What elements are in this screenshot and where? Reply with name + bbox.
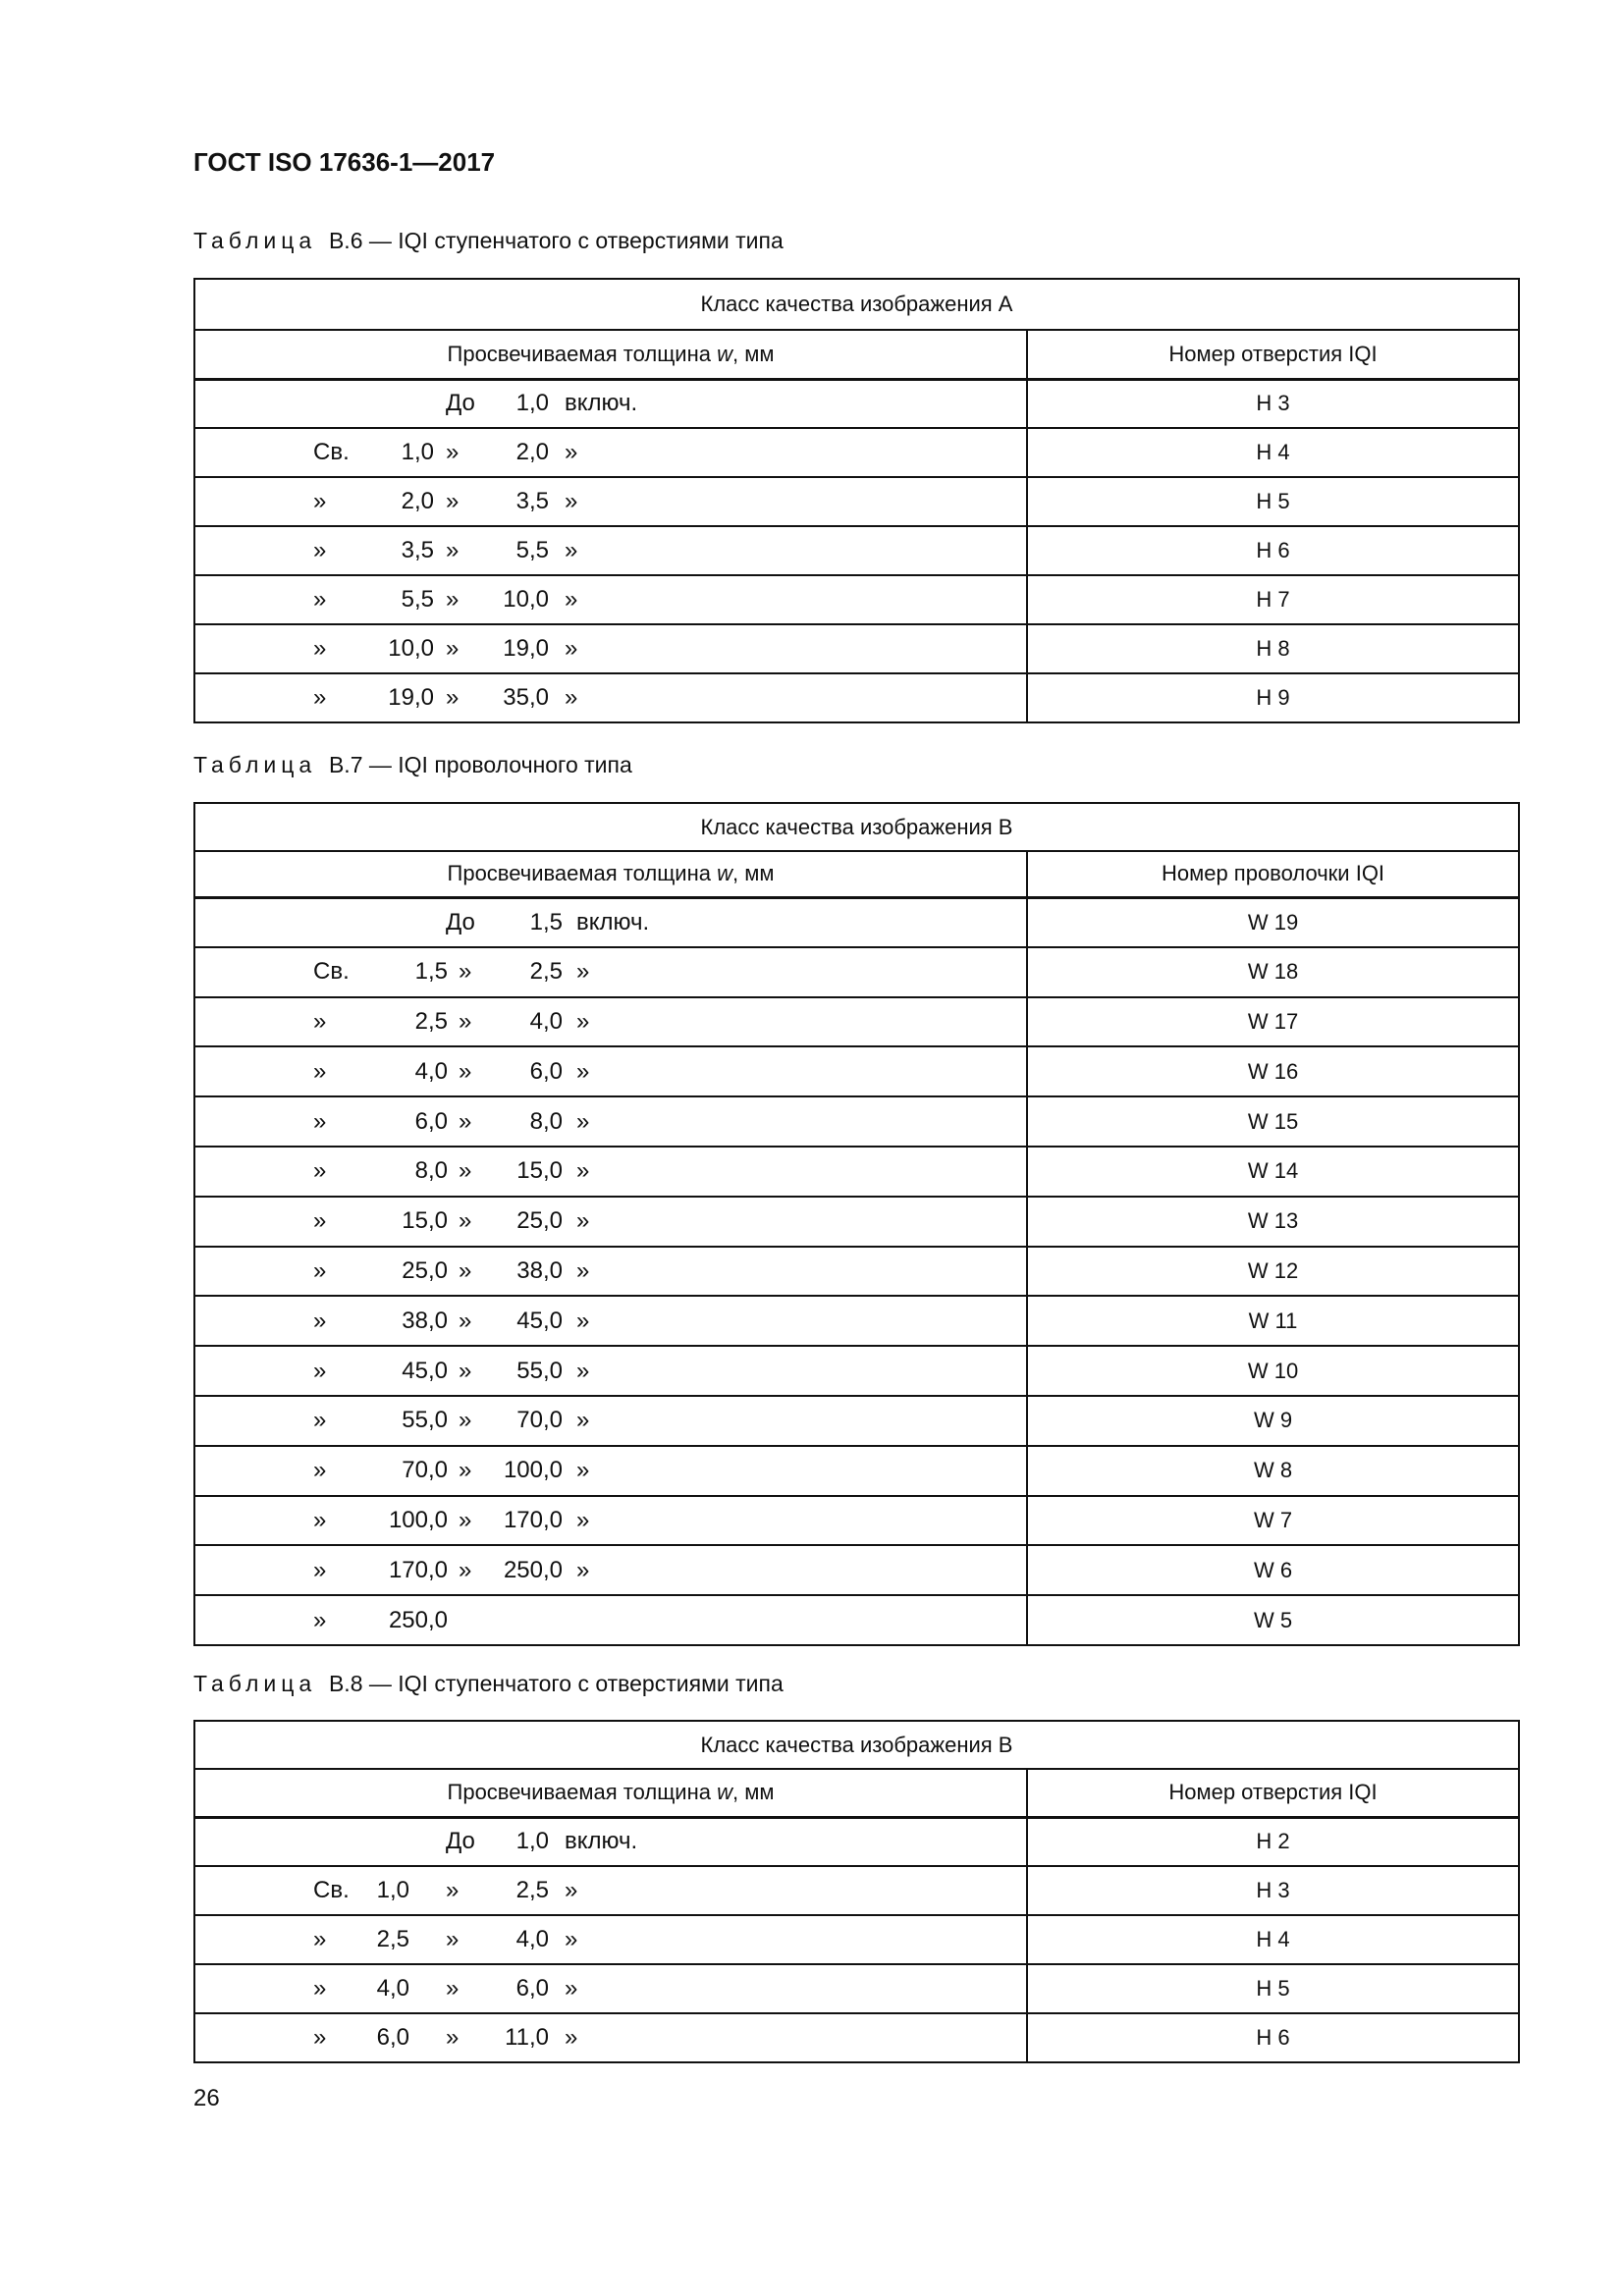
thickness-range-cell bbox=[194, 1446, 1027, 1496]
document-header: ГОСТ ISO 17636-1—2017 bbox=[193, 147, 496, 177]
iqi-number-cell: Н 3 bbox=[1027, 1866, 1519, 1915]
range-part-b: 19,0 bbox=[388, 684, 434, 711]
range-part-e: » bbox=[576, 1057, 590, 1085]
range-part-a: » bbox=[313, 1107, 327, 1135]
thickness-header: Просвечиваемая толщина w, мм bbox=[194, 1769, 1027, 1817]
range-part-d: 4,0 bbox=[529, 1007, 563, 1035]
class-header: Класс качества изображения В bbox=[194, 1721, 1519, 1769]
range-part-a: » bbox=[313, 1457, 327, 1484]
iqi-number-cell: Н 5 bbox=[1027, 1964, 1519, 2013]
table-row bbox=[194, 1595, 1519, 1645]
range-part-b: 10,0 bbox=[388, 635, 434, 662]
number-header: Номер проволочки IQI bbox=[1027, 851, 1519, 897]
range-part-e: включ. bbox=[576, 908, 650, 935]
range-part-d: 70,0 bbox=[516, 1407, 563, 1434]
thickness-range-cell bbox=[194, 1046, 1027, 1096]
table-row bbox=[194, 2013, 1519, 2062]
range-part-a: » bbox=[313, 1975, 327, 2002]
caption-word: Таблица bbox=[193, 1671, 317, 1696]
table-row bbox=[194, 477, 1519, 526]
range-part-b: 45,0 bbox=[402, 1357, 448, 1384]
range-part-e: » bbox=[576, 1556, 590, 1583]
range-part-d: 45,0 bbox=[516, 1307, 563, 1334]
iqi-number-cell: W 18 bbox=[1027, 947, 1519, 997]
iqi-number-cell: Н 8 bbox=[1027, 624, 1519, 673]
thickness-header: Просвечиваемая толщина w, мм bbox=[194, 851, 1027, 897]
thickness-range-cell bbox=[194, 379, 1027, 428]
table-row bbox=[194, 1197, 1519, 1247]
range-part-d: 55,0 bbox=[516, 1357, 563, 1384]
table-row bbox=[194, 1046, 1519, 1096]
range-part-a: » bbox=[313, 1207, 327, 1235]
range-part-b: 100,0 bbox=[388, 1506, 448, 1533]
iqi-number-cell: W 10 bbox=[1027, 1346, 1519, 1396]
range-part-d: 10,0 bbox=[503, 586, 549, 613]
table-row bbox=[194, 1817, 1519, 1866]
number-header: Номер отверстия IQI bbox=[1027, 1769, 1519, 1817]
thickness-range-cell bbox=[194, 1346, 1027, 1396]
range-part-b: 1,0 bbox=[401, 439, 434, 465]
range-part-c: » bbox=[446, 635, 460, 662]
thickness-range-cell bbox=[194, 1147, 1027, 1197]
thickness-range-cell bbox=[194, 673, 1027, 722]
caption-text: B.6 — IQI ступенчатого с отверстиями типа bbox=[328, 228, 784, 253]
range-part-c: » bbox=[459, 1357, 472, 1384]
table-row bbox=[194, 379, 1519, 428]
range-part-c: » bbox=[446, 1975, 460, 2002]
range-part-b: 1,5 bbox=[414, 958, 448, 986]
thickness-range-cell bbox=[194, 624, 1027, 673]
range-part-a: » bbox=[313, 1057, 327, 1085]
thickness-range-cell bbox=[194, 997, 1027, 1047]
range-part-e: » bbox=[576, 1157, 590, 1185]
table-caption-b6 bbox=[193, 228, 784, 254]
thickness-range-cell bbox=[194, 1296, 1027, 1346]
range-part-c: » bbox=[459, 1157, 472, 1185]
range-part-c: До bbox=[446, 1828, 475, 1855]
table-row bbox=[194, 1545, 1519, 1595]
range-part-a: » bbox=[313, 1307, 327, 1334]
range-part-d: 6,0 bbox=[515, 1975, 549, 2002]
range-part-d: 8,0 bbox=[529, 1107, 563, 1135]
range-part-a: » bbox=[313, 1007, 327, 1035]
table-caption-b8 bbox=[193, 1671, 784, 1697]
thickness-range-cell bbox=[194, 1197, 1027, 1247]
range-part-b: 2,0 bbox=[401, 488, 434, 514]
caption-text: B.8 — IQI ступенчатого с отверстиями типа bbox=[328, 1671, 784, 1696]
iqi-number-cell: Н 5 bbox=[1027, 477, 1519, 526]
range-part-c: » bbox=[446, 2024, 460, 2051]
table-b6 bbox=[193, 278, 1520, 723]
thickness-range-cell bbox=[194, 526, 1027, 575]
range-part-d: 15,0 bbox=[516, 1157, 563, 1185]
range-part-a: » bbox=[313, 1926, 327, 1952]
range-part-e: » bbox=[565, 1975, 578, 2002]
range-part-b: 70,0 bbox=[402, 1457, 448, 1484]
class-header: Класс качества изображения А bbox=[194, 279, 1519, 330]
page-number: 26 bbox=[193, 2085, 220, 2111]
iqi-number-cell: W 17 bbox=[1027, 997, 1519, 1047]
iqi-number-cell: W 14 bbox=[1027, 1147, 1519, 1197]
iqi-number-cell: W 6 bbox=[1027, 1545, 1519, 1595]
table-row bbox=[194, 428, 1519, 477]
range-part-b: 4,0 bbox=[376, 1975, 409, 2002]
table-row bbox=[194, 1096, 1519, 1147]
table-b8 bbox=[193, 1720, 1520, 2063]
range-part-e: » bbox=[565, 1877, 578, 1903]
iqi-number-cell: W 8 bbox=[1027, 1446, 1519, 1496]
caption-word: Таблица bbox=[193, 228, 317, 253]
iqi-number-cell: Н 9 bbox=[1027, 673, 1519, 722]
range-part-a: » bbox=[313, 684, 327, 711]
table-row bbox=[194, 575, 1519, 624]
range-part-c: » bbox=[446, 586, 460, 613]
thickness-range-cell bbox=[194, 1595, 1027, 1645]
range-part-b: 8,0 bbox=[414, 1157, 448, 1185]
range-part-c: » bbox=[459, 1457, 472, 1484]
range-part-e: » bbox=[565, 488, 578, 514]
range-part-e: » bbox=[576, 1506, 590, 1533]
range-part-a: » bbox=[313, 488, 327, 514]
range-part-c: » bbox=[446, 488, 460, 514]
range-part-c: » bbox=[459, 958, 472, 986]
range-part-b: 250,0 bbox=[388, 1606, 448, 1633]
iqi-number-cell: Н 4 bbox=[1027, 1915, 1519, 1964]
range-part-a: » bbox=[313, 2024, 327, 2051]
range-part-a: Св. bbox=[313, 958, 350, 986]
range-part-c: » bbox=[446, 537, 460, 563]
range-part-b: 2,5 bbox=[376, 1926, 409, 1952]
iqi-number-cell: W 12 bbox=[1027, 1247, 1519, 1297]
thickness-range-cell bbox=[194, 1964, 1027, 2013]
range-part-b: 4,0 bbox=[414, 1057, 448, 1085]
range-part-a: » bbox=[313, 1357, 327, 1384]
range-part-d: 5,5 bbox=[515, 537, 549, 563]
thickness-range-cell bbox=[194, 1915, 1027, 1964]
range-part-c: » bbox=[446, 1877, 460, 1903]
range-part-e: » bbox=[576, 1457, 590, 1484]
thickness-range-cell bbox=[194, 1817, 1027, 1866]
range-part-d: 6,0 bbox=[529, 1057, 563, 1085]
number-header: Номер отверстия IQI bbox=[1027, 330, 1519, 379]
thickness-range-cell bbox=[194, 428, 1027, 477]
iqi-number-cell: Н 2 bbox=[1027, 1817, 1519, 1866]
thickness-range-cell bbox=[194, 2013, 1027, 2062]
range-part-d: 19,0 bbox=[503, 635, 549, 662]
range-part-b: 25,0 bbox=[402, 1256, 448, 1284]
range-part-d: 2,5 bbox=[515, 1877, 549, 1903]
range-part-e: » bbox=[576, 1256, 590, 1284]
class-header: Класс качества изображения В bbox=[194, 803, 1519, 851]
range-part-b: 15,0 bbox=[402, 1207, 448, 1235]
range-part-d: 1,5 bbox=[529, 908, 563, 935]
range-part-d: 3,5 bbox=[515, 488, 549, 514]
range-part-c: » bbox=[446, 439, 460, 465]
table-row bbox=[194, 947, 1519, 997]
range-part-a: » bbox=[313, 1556, 327, 1583]
range-part-e: » bbox=[565, 439, 578, 465]
range-part-c: » bbox=[446, 684, 460, 711]
iqi-number-cell: Н 7 bbox=[1027, 575, 1519, 624]
range-part-d: 2,5 bbox=[529, 958, 563, 986]
range-part-e: » bbox=[565, 635, 578, 662]
range-part-d: 38,0 bbox=[516, 1256, 563, 1284]
range-part-c: » bbox=[459, 1256, 472, 1284]
thickness-range-cell bbox=[194, 897, 1027, 947]
range-part-e: » bbox=[576, 1007, 590, 1035]
range-part-e: » bbox=[576, 1307, 590, 1334]
range-part-a: » bbox=[313, 537, 327, 563]
range-part-d: 170,0 bbox=[503, 1506, 563, 1533]
range-part-d: 1,0 bbox=[515, 390, 549, 417]
table-row bbox=[194, 1247, 1519, 1297]
iqi-number-cell: W 5 bbox=[1027, 1595, 1519, 1645]
range-part-c: » bbox=[459, 1107, 472, 1135]
range-part-b: 3,5 bbox=[401, 537, 434, 563]
range-part-c: » bbox=[459, 1007, 472, 1035]
thickness-range-cell bbox=[194, 1496, 1027, 1546]
range-part-b: 170,0 bbox=[388, 1556, 448, 1583]
range-part-c: » bbox=[459, 1207, 472, 1235]
range-part-c: » bbox=[459, 1506, 472, 1533]
range-part-e: » bbox=[565, 1926, 578, 1952]
table-row bbox=[194, 997, 1519, 1047]
range-part-e: » bbox=[576, 1207, 590, 1235]
range-part-d: 250,0 bbox=[503, 1556, 563, 1583]
thickness-range-cell bbox=[194, 575, 1027, 624]
range-part-b: 38,0 bbox=[402, 1307, 448, 1334]
range-part-c: » bbox=[459, 1407, 472, 1434]
range-part-e: включ. bbox=[565, 390, 638, 417]
table-row bbox=[194, 1866, 1519, 1915]
range-part-d: 100,0 bbox=[503, 1457, 563, 1484]
range-part-e: » bbox=[576, 1407, 590, 1434]
thickness-range-cell bbox=[194, 1247, 1027, 1297]
iqi-number-cell: W 19 bbox=[1027, 897, 1519, 947]
table-row bbox=[194, 1446, 1519, 1496]
iqi-number-cell: Н 4 bbox=[1027, 428, 1519, 477]
range-part-a: » bbox=[313, 1256, 327, 1284]
table-row bbox=[194, 526, 1519, 575]
range-part-e: » bbox=[565, 2024, 578, 2051]
iqi-number-cell: Н 6 bbox=[1027, 2013, 1519, 2062]
range-part-a: Св. bbox=[313, 1877, 350, 1903]
caption-word: Таблица bbox=[193, 752, 317, 777]
range-part-b: 6,0 bbox=[376, 2024, 409, 2051]
range-part-d: 4,0 bbox=[515, 1926, 549, 1952]
thickness-range-cell bbox=[194, 1866, 1027, 1915]
range-part-e: » bbox=[565, 684, 578, 711]
caption-text: B.7 — IQI проволочного типа bbox=[328, 752, 632, 777]
table-row bbox=[194, 1915, 1519, 1964]
range-part-e: » bbox=[576, 1357, 590, 1384]
range-part-b: 2,5 bbox=[414, 1007, 448, 1035]
table-row bbox=[194, 1346, 1519, 1396]
table-row bbox=[194, 1296, 1519, 1346]
range-part-a: » bbox=[313, 1506, 327, 1533]
range-part-c: » bbox=[459, 1057, 472, 1085]
iqi-number-cell: W 15 bbox=[1027, 1096, 1519, 1147]
range-part-d: 25,0 bbox=[516, 1207, 563, 1235]
table-row bbox=[194, 1964, 1519, 2013]
table-caption-b7 bbox=[193, 752, 632, 778]
iqi-number-cell: W 11 bbox=[1027, 1296, 1519, 1346]
range-part-a: » bbox=[313, 1407, 327, 1434]
range-part-c: До bbox=[446, 908, 475, 935]
thickness-range-cell bbox=[194, 477, 1027, 526]
range-part-a: » bbox=[313, 1606, 327, 1633]
table-row bbox=[194, 1147, 1519, 1197]
iqi-number-cell: Н 6 bbox=[1027, 526, 1519, 575]
range-part-d: 35,0 bbox=[503, 684, 549, 711]
range-part-c: » bbox=[459, 1307, 472, 1334]
iqi-number-cell: Н 3 bbox=[1027, 379, 1519, 428]
thickness-range-cell bbox=[194, 1545, 1027, 1595]
range-part-d: 1,0 bbox=[515, 1828, 549, 1855]
range-part-b: 6,0 bbox=[414, 1107, 448, 1135]
range-part-c: » bbox=[446, 1926, 460, 1952]
table-row bbox=[194, 673, 1519, 722]
table-b7 bbox=[193, 802, 1520, 1646]
range-part-e: включ. bbox=[565, 1828, 638, 1855]
range-part-b: 55,0 bbox=[402, 1407, 448, 1434]
range-part-d: 11,0 bbox=[505, 2024, 549, 2051]
iqi-number-cell: W 9 bbox=[1027, 1396, 1519, 1446]
range-part-a: » bbox=[313, 586, 327, 613]
iqi-number-cell: W 7 bbox=[1027, 1496, 1519, 1546]
thickness-range-cell bbox=[194, 1096, 1027, 1147]
thickness-header: Просвечиваемая толщина w, мм bbox=[194, 330, 1027, 379]
iqi-number-cell: W 16 bbox=[1027, 1046, 1519, 1096]
table-row bbox=[194, 1396, 1519, 1446]
range-part-e: » bbox=[576, 958, 590, 986]
table-row bbox=[194, 624, 1519, 673]
thickness-range-cell bbox=[194, 1396, 1027, 1446]
range-part-b: 5,5 bbox=[401, 586, 434, 613]
range-part-a: » bbox=[313, 635, 327, 662]
range-part-e: » bbox=[565, 537, 578, 563]
thickness-range-cell bbox=[194, 947, 1027, 997]
range-part-a: Св. bbox=[313, 439, 350, 465]
range-part-d: 2,0 bbox=[515, 439, 549, 465]
range-part-e: » bbox=[565, 586, 578, 613]
table-row bbox=[194, 1496, 1519, 1546]
range-part-c: » bbox=[459, 1556, 472, 1583]
table-row bbox=[194, 897, 1519, 947]
iqi-number-cell: W 13 bbox=[1027, 1197, 1519, 1247]
range-part-e: » bbox=[576, 1107, 590, 1135]
range-part-b: 1,0 bbox=[376, 1877, 409, 1903]
range-part-c: До bbox=[446, 390, 475, 417]
range-part-a: » bbox=[313, 1157, 327, 1185]
